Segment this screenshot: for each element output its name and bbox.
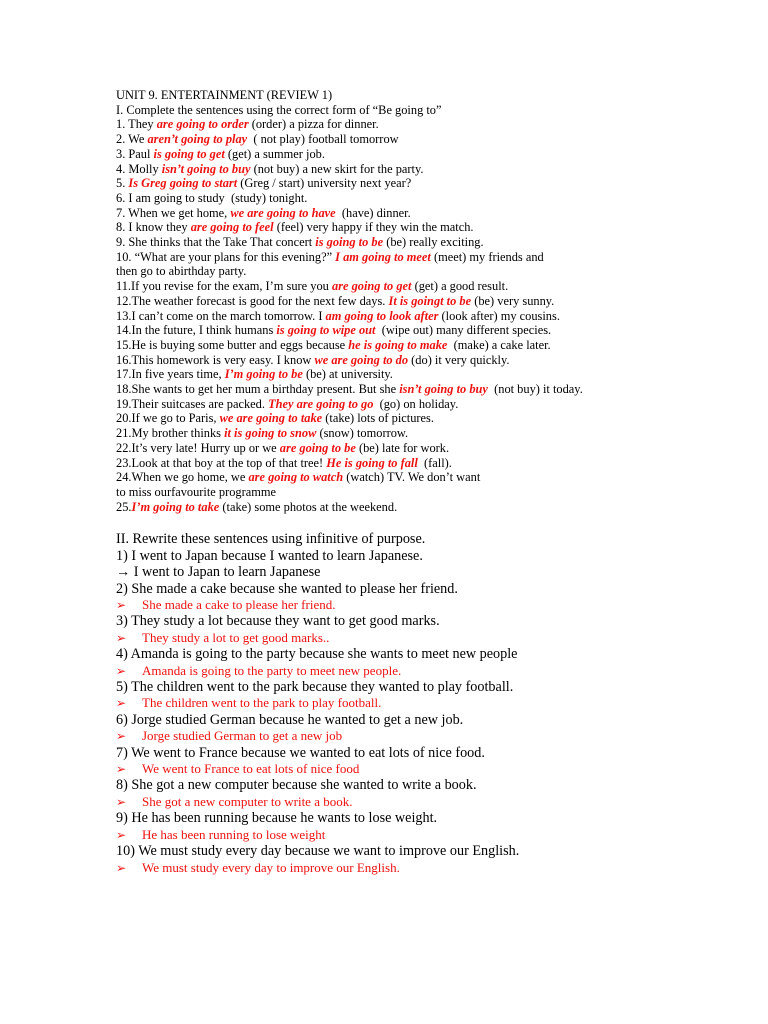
answer-text: isn’t going to buy xyxy=(161,161,251,176)
arrow-bullet-icon: ➢ xyxy=(116,827,127,842)
question-line: 5) The children went to the park because they wanted to play football. xyxy=(116,679,514,696)
answer-text: are going to feel xyxy=(190,220,274,235)
sentence-text: 15.He is buying some butter and eggs because xyxy=(116,337,349,352)
answer-line xyxy=(116,597,736,613)
right-arrow-icon: → xyxy=(116,564,131,581)
answer-text: we are going to do xyxy=(314,352,409,367)
sentence-text: 22.It’s very late! Hurry up or we xyxy=(116,440,280,455)
unit-title: UNIT 9. ENTERTAINMENT (REVIEW 1) xyxy=(116,88,333,102)
sentence-text: (order) a pizza for dinner. xyxy=(248,117,379,132)
sentence-text: (wipe out) many different species. xyxy=(375,323,552,338)
sentence-text: (meet) my friends and xyxy=(430,249,544,264)
exercise-line xyxy=(116,470,736,485)
sentence-text: (be) really exciting. xyxy=(383,235,484,250)
sentence-text: (take) lots of pictures. xyxy=(322,411,434,426)
exercise-line xyxy=(116,176,736,191)
exercise-line xyxy=(116,264,736,279)
answer-text: are going to order xyxy=(156,117,249,132)
exercise-line xyxy=(116,338,736,353)
part-one xyxy=(116,88,736,514)
sentence-text: 1. They xyxy=(116,117,157,132)
sentence-text: then go to abirthday party. xyxy=(116,264,247,279)
exercise-line xyxy=(116,132,736,147)
arrow-bullet-icon: ➢ xyxy=(116,860,127,875)
worksheet-page xyxy=(116,88,736,876)
answer-text: it is going to snow xyxy=(224,426,317,441)
answer-text: aren’t going to play xyxy=(147,132,248,147)
answer-text: are going to be xyxy=(279,440,356,455)
answer-text: She made a cake to please her friend. xyxy=(142,597,336,613)
exercise-line xyxy=(116,500,736,515)
sentence-text: 24.When we go home, we xyxy=(116,470,249,485)
exercise-line xyxy=(116,485,736,500)
sentence-text: 18.She wants to get her mum a birthday present. But she xyxy=(116,382,400,397)
exercise-line xyxy=(116,367,736,382)
arrow-bullet-icon: ➢ xyxy=(116,794,127,809)
arrow-bullet-icon: ➢ xyxy=(116,630,127,645)
arrow-bullet-icon: ➢ xyxy=(116,762,127,777)
sentence-text: 17.In five years time, xyxy=(116,367,225,382)
answer-text: are going to get xyxy=(331,279,412,294)
answer-text: They study a lot to get good marks.. xyxy=(142,629,330,645)
sentence-text: 8. I know they xyxy=(116,220,191,235)
sentence-text: 13.I can’t come on the march tomorrow. I xyxy=(116,308,326,323)
answer-text: he is going to make xyxy=(348,337,448,352)
sentence-text: 20.If we go to Paris, xyxy=(116,411,220,426)
answer-text: Amanda is going to the party to meet new people. xyxy=(142,662,402,678)
answer-line xyxy=(116,663,736,679)
question-line: 9) He has been running because he wants to lose weight. xyxy=(116,810,438,827)
exercise-line xyxy=(116,235,736,250)
sentence-text: 4. Molly xyxy=(116,161,162,176)
sentence-text: (watch) TV. We don’t want xyxy=(343,470,481,485)
sentence-text: 10. “What are your plans for this evening?” xyxy=(116,249,336,264)
exercise-line xyxy=(116,309,736,324)
answer-text: is going to be xyxy=(315,235,384,250)
sentence-text: (feel) very happy if they win the match. xyxy=(273,220,474,235)
sentence-text: (get) a good result. xyxy=(411,279,509,294)
part-one-exercise-list xyxy=(116,117,736,514)
sentence-text: 21.My brother thinks xyxy=(116,426,225,441)
sentence-text: 16.This homework is very easy. I know xyxy=(116,352,315,367)
sentence-text: 25. xyxy=(116,499,132,514)
answer-text: is going to wipe out xyxy=(276,323,376,338)
answer-line xyxy=(116,794,736,810)
part-two-instruction: II. Rewrite these sentences using infinitive of purpose. xyxy=(116,531,426,548)
question-line: 2) She made a cake because she wanted to please her friend. xyxy=(116,580,458,597)
answer-text: I’m going to take xyxy=(131,499,220,514)
exercise-line xyxy=(116,191,736,206)
exercise-line xyxy=(116,279,736,294)
answer-line xyxy=(116,630,736,646)
exercise-line xyxy=(116,323,736,338)
sentence-text: (make) a cake later. xyxy=(447,337,551,352)
sentence-text: (go) on holiday. xyxy=(373,396,459,411)
exercise-line xyxy=(116,294,736,309)
sentence-text: 3. Paul xyxy=(116,146,154,161)
answer-text: They are going to go xyxy=(268,396,374,411)
sentence-text: (snow) tomorrow. xyxy=(316,426,409,441)
sentence-text: 23.Look at that boy at the top of that tree! xyxy=(116,455,327,470)
sentence-text: 12.The weather forecast is good for the next few days. xyxy=(116,293,389,308)
sentence-text: 2. We xyxy=(116,132,148,147)
sentence-text: (be) at university. xyxy=(302,367,393,382)
sentence-text: 14.In the future, I think humans xyxy=(116,323,277,338)
sentence-text: ( not play) football tomorrow xyxy=(247,132,399,147)
sentence-text: (not buy) it today. xyxy=(487,382,583,397)
part-one-instruction: I. Complete the sentences using the correct form of “Be going to” xyxy=(116,102,442,117)
exercise-line xyxy=(116,441,736,456)
sentence-text: 6. I am going to study (study) tonight. xyxy=(116,190,308,205)
answer-text: She got a new computer to write a book. xyxy=(142,793,353,809)
answer-text: we are going to have xyxy=(230,205,336,220)
answer-text: We went to France to eat lots of nice food xyxy=(142,761,360,777)
sentence-text: 19.Their suitcases are packed. xyxy=(116,396,269,411)
question-line: 8) She got a new computer because she wanted to write a book. xyxy=(116,777,477,794)
answer-text: I’m going to be xyxy=(224,367,303,382)
sentence-text: 7. When we get home, xyxy=(116,205,231,220)
sentence-text: (look after) my cousins. xyxy=(438,308,560,323)
sentence-text: (do) it very quickly. xyxy=(408,352,510,367)
sentence-text: (be) very sunny. xyxy=(471,293,555,308)
answer-text: are going to watch xyxy=(248,470,344,485)
answer-text: isn’t going to buy xyxy=(399,382,488,397)
answer-text: It is goingt to be xyxy=(388,293,472,308)
sentence-text: 5. xyxy=(116,176,129,191)
answer-text: is going to get xyxy=(153,146,225,161)
answer-text: He is going to fall xyxy=(326,455,418,470)
answer-text: am going to look after xyxy=(325,308,439,323)
exercise-line xyxy=(116,162,736,177)
exercise-line xyxy=(116,411,736,426)
sentence-text: (fall). xyxy=(417,455,452,470)
exercise-line xyxy=(116,206,736,221)
exercise-line xyxy=(116,117,736,132)
arrow-bullet-icon: ➢ xyxy=(116,663,127,678)
answer-line xyxy=(116,827,736,843)
arrow-bullet-icon: ➢ xyxy=(116,598,127,613)
exercise-line xyxy=(116,353,736,368)
answer-text: we are going to take xyxy=(219,411,323,426)
example-answer-line xyxy=(116,564,736,580)
sentence-text: 11.If you revise for the exam, I’m sure you xyxy=(116,279,332,294)
exercise-line xyxy=(116,250,736,265)
sentence-text: to miss ourfavourite programme xyxy=(116,484,277,499)
answer-text: I went to Japan to learn Japanese xyxy=(130,564,321,581)
sentence-text: (take) some photos at the weekend. xyxy=(219,499,398,514)
exercise-line xyxy=(116,382,736,397)
question-line: 4) Amanda is going to the party because she wants to meet new people xyxy=(116,646,518,663)
sentence-text: (get) a summer job. xyxy=(224,146,325,161)
answer-line xyxy=(116,860,736,876)
sentence-text: 9. She thinks that the Take That concert xyxy=(116,235,316,250)
answer-line xyxy=(116,695,736,711)
question-line: 7) We went to France because we wanted to eat lots of nice food. xyxy=(116,744,485,761)
answer-text: We must study every day to improve our English. xyxy=(142,859,400,875)
arrow-bullet-icon: ➢ xyxy=(116,696,127,711)
exercise-line xyxy=(116,426,736,441)
answer-text: The children went to the park to play football. xyxy=(142,695,382,711)
answer-line xyxy=(116,728,736,744)
question-line: 3) They study a lot because they want to get good marks. xyxy=(116,613,440,630)
sentence-text: (not buy) a new skirt for the party. xyxy=(250,161,424,176)
arrow-bullet-icon: ➢ xyxy=(116,729,127,744)
exercise-line xyxy=(116,147,736,162)
sentence-text: (Greg / start) university next year? xyxy=(237,176,412,191)
answer-text: Jorge studied German to get a new job xyxy=(142,728,343,744)
exercise-line xyxy=(116,456,736,471)
part-two-exercise-list xyxy=(116,548,736,876)
sentence-text: (be) late for work. xyxy=(355,440,450,455)
answer-text: Is Greg going to start xyxy=(128,176,238,191)
answer-text: He has been running to lose weight xyxy=(142,826,326,842)
question-line: 1) I went to Japan because I wanted to learn Japanese. xyxy=(116,547,423,564)
answer-text: I am going to meet xyxy=(335,249,431,264)
question-line: 6) Jorge studied German because he wanted to get a new job. xyxy=(116,711,464,728)
sentence-text: (have) dinner. xyxy=(335,205,411,220)
part-two xyxy=(116,531,736,876)
exercise-line xyxy=(116,397,736,412)
answer-line xyxy=(116,761,736,777)
exercise-line xyxy=(116,220,736,235)
question-line: 10) We must study every day because we want to improve our English. xyxy=(116,843,520,860)
